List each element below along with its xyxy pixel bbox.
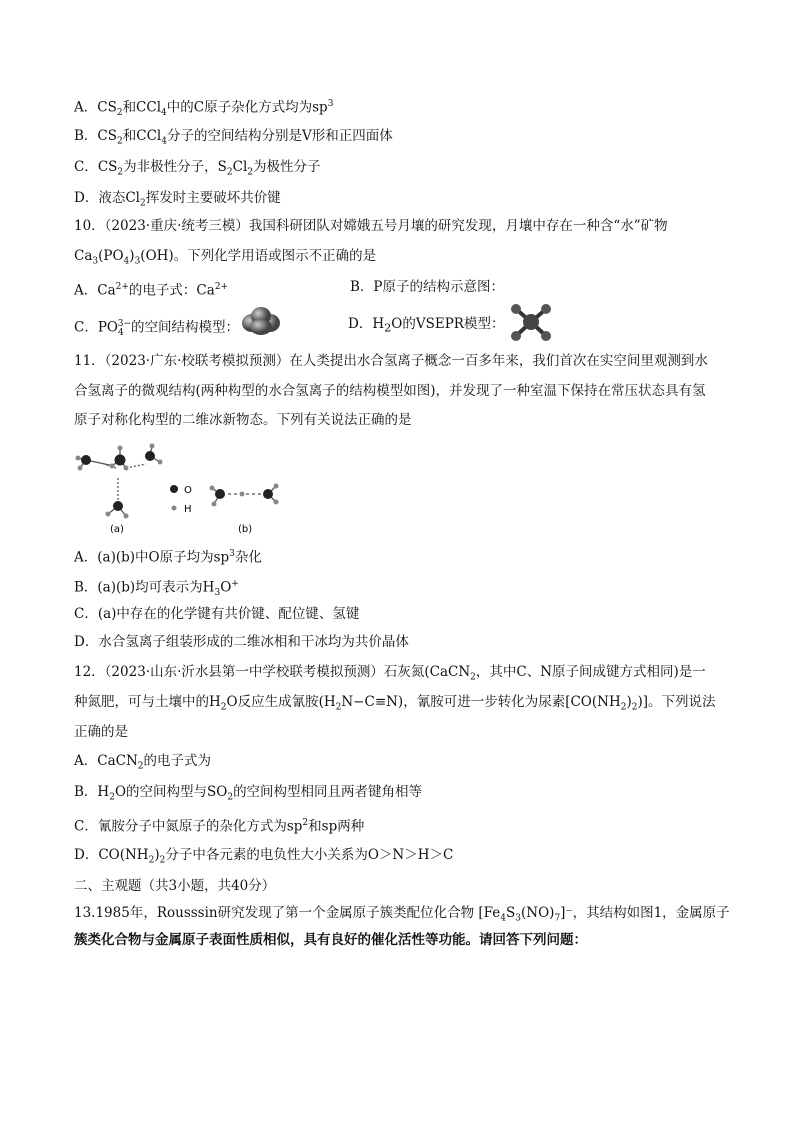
- q9-option-b: B．$CS_2$和CCl$_4$分子的空间结构分别是V形和正四面体: [74, 128, 393, 147]
- q9-option-c: C．$CS_2$为非极性分子，$S_2Cl_2$为极性分子: [74, 159, 321, 178]
- q13-stem-line2: 簇类化合物与金属原子表面性质相似，具有良好的催化活性等功能。请回答下列问题：: [74, 932, 587, 948]
- q9-option-a: A．$CS_2$和CCl$_4$中的C原子杂化方式均为$sp^3$: [74, 99, 334, 119]
- q10-option-a: A．$Ca^{2+}$的电子式：$Ca^{2+}$: [74, 282, 229, 299]
- legend-o: O: [184, 485, 192, 496]
- section-heading: 二、主观题（共3小题，共40分）: [74, 878, 276, 894]
- q12-option-a: A．CaCN$_2$的电子式为: [74, 753, 212, 772]
- q12-option-b: B．$H_2O$的空间构型与$SO_2$的空间构型相同且两者键角相等: [74, 784, 423, 803]
- q11-option-c: C．(a)中存在的化学键有共价键、配位键、氢键: [74, 606, 360, 622]
- q12-stem-line1: 12．（2023·山东·沂水县第一中学校联考模拟预测）石灰氮(CaCN$_2$，其中C、N原子间成键方式相同)是一: [74, 664, 706, 683]
- q10-stem-line2: $Ca_3(PO_4)_3(OH)$。下列化学用语或图示不正确的是: [74, 248, 377, 267]
- tetrahedral-model-icon: [240, 305, 282, 337]
- label-a: (a): [110, 524, 124, 535]
- q12-stem-line3: 正确的是: [74, 724, 128, 740]
- q10-option-d: D．$H_2O$的VSEPR模型：: [348, 316, 505, 335]
- q11-option-a: A．(a)(b)中O原子均为$sp^3$杂化: [74, 549, 262, 566]
- vsepr-model-icon: [508, 302, 554, 342]
- label-b: (b): [238, 524, 253, 535]
- q11-stem-line1: 11．（2023·广东·校联考模拟预测）在人类提出水合氢离子概念一百多年来，我们首次在实空间里观测到水: [74, 353, 708, 369]
- q13-stem-line1: 13.1985年，Rousssin研究发现了第一个金属原子簇类配位化合物 $[Fe_4S_3(NO)_7]^-$，其结构如图1，金属原子: [74, 905, 730, 924]
- q11-option-d: D．水合氢离子组装形成的二维冰相和干冰均为共价晶体: [74, 634, 409, 650]
- q11-stem-line3: 原子对称化构型的二维冰新物态。下列有关说法正确的是: [74, 412, 412, 428]
- q12-option-c: C．氰胺分子中氮原子的杂化方式为$sp^2$和sp两种: [74, 818, 365, 835]
- q10-stem-line1: 10．（2023·重庆·统考三模）我国科研团队对嫦娥五号月壤的研究发现，月壤中存在一种含“水”矿物: [74, 218, 668, 234]
- q11-option-b: B．(a)(b)均可表示为$H_3O^+$: [74, 579, 239, 599]
- q11-stem-line2: 合氢离子的微观结构(两种构型的水合氢离子的结构模型如图)，并发现了一种室温下保持在常压状态具有氢: [74, 383, 706, 399]
- q9-option-d: D．液态$Cl_2$挥发时主要破坏共价键: [74, 190, 281, 209]
- q10-option-c: C．$PO_4^{3-}$的空间结构模型：: [74, 319, 239, 339]
- q12-option-d: D．$CO(NH_2)_2$分子中各元素的电负性大小关系为O＞N＞H＞C: [74, 847, 454, 866]
- legend-h: H: [184, 504, 192, 515]
- hydronium-structure-figure: [70, 438, 290, 538]
- q12-stem-line2: 种氮肥，可与土壤中的$H_2O$反应生成氰胺$(H_2N-C\equiv N)$，氰胺可进一步转化为尿素$[CO(NH_2)_2)$]。下列说法: [74, 694, 716, 713]
- q10-option-b: B．P原子的结构示意图：: [350, 279, 505, 295]
